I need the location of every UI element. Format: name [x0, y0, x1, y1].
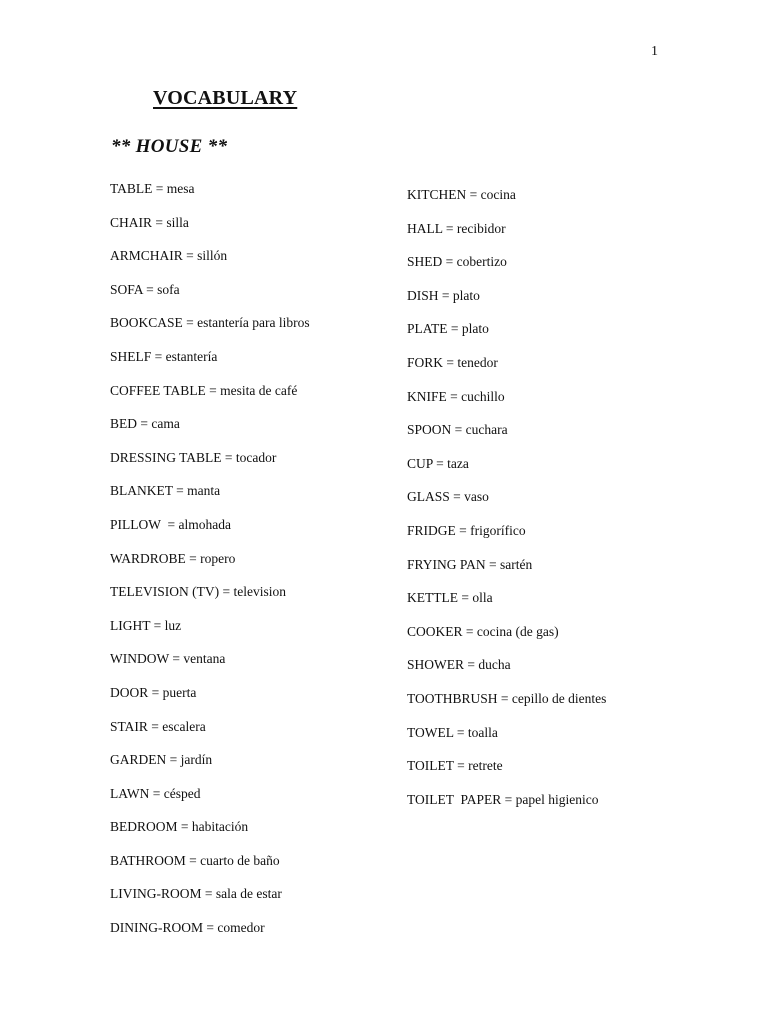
- vocabulary-item: FRIDGE = frigorífico: [407, 522, 526, 538]
- vocabulary-item: ARMCHAIR = sillón: [110, 248, 228, 264]
- vocabulary-item: WARDROBE = ropero: [110, 550, 236, 566]
- vocabulary-item: WINDOW = ventana: [110, 651, 226, 667]
- vocabulary-item: SOFA = sofa: [110, 281, 180, 297]
- vocabulary-item: BATHROOM = cuarto de baño: [110, 852, 280, 868]
- vocabulary-item: SHOWER = ducha: [407, 657, 511, 673]
- vocabulary-item: SHED = cobertizo: [407, 254, 507, 270]
- vocabulary-item: DOOR = puerta: [110, 684, 197, 700]
- vocabulary-item: COFFEE TABLE = mesita de café: [110, 382, 298, 398]
- vocabulary-item: LAWN = césped: [110, 785, 201, 801]
- vocabulary-item: SHELF = estantería: [110, 348, 218, 364]
- vocabulary-item: FORK = tenedor: [407, 354, 498, 370]
- vocabulary-list-left: [110, 180, 310, 953]
- vocabulary-item: BOOKCASE = estantería para libros: [110, 315, 310, 331]
- vocabulary-item: BED = cama: [110, 416, 180, 432]
- section-heading: ** HOUSE **: [111, 136, 228, 157]
- vocabulary-item: KITCHEN = cocina: [407, 187, 516, 202]
- page-title: VOCABULARY: [153, 87, 298, 109]
- vocabulary-item: DINING-ROOM = comedor: [110, 920, 265, 936]
- vocabulary-item: GARDEN = jardín: [110, 752, 213, 768]
- vocabulary-item: KETTLE = olla: [407, 590, 493, 606]
- vocabulary-list-right: [407, 186, 606, 824]
- vocabulary-item: LIVING-ROOM = sala de estar: [110, 886, 282, 902]
- vocabulary-item: TOOTHBRUSH = cepillo de dientes: [407, 690, 607, 706]
- vocabulary-item: STAIR = escalera: [110, 718, 206, 734]
- vocabulary-item: KNIFE = cuchillo: [407, 388, 505, 404]
- vocabulary-item: TELEVISION (TV) = television: [110, 584, 286, 600]
- vocabulary-item: GLASS = vaso: [407, 489, 489, 505]
- vocabulary-item: LIGHT = luz: [110, 617, 182, 633]
- vocabulary-item: BLANKET = manta: [110, 483, 221, 499]
- vocabulary-item: TOILET PAPER = papel higienico: [407, 791, 599, 807]
- page-number: 1: [651, 44, 658, 59]
- vocabulary-item: PLATE = plato: [407, 321, 489, 337]
- vocabulary-item: HALL = recibidor: [407, 220, 506, 236]
- vocabulary-item: TOWEL = toalla: [407, 724, 498, 740]
- vocabulary-item: DISH = plato: [407, 287, 480, 303]
- vocabulary-item: COOKER = cocina (de gas): [407, 623, 559, 639]
- vocabulary-item: FRYING PAN = sartén: [407, 556, 533, 572]
- vocabulary-item: PILLOW = almohada: [110, 516, 231, 532]
- vocabulary-item: TABLE = mesa: [110, 181, 195, 196]
- vocabulary-item: TOILET = retrete: [407, 758, 503, 774]
- vocabulary-item: BEDROOM = habitación: [110, 819, 249, 835]
- vocabulary-item: SPOON = cuchara: [407, 422, 508, 438]
- vocabulary-item: DRESSING TABLE = tocador: [110, 449, 277, 465]
- vocabulary-item: CUP = taza: [407, 455, 469, 471]
- vocabulary-item: CHAIR = silla: [110, 214, 189, 230]
